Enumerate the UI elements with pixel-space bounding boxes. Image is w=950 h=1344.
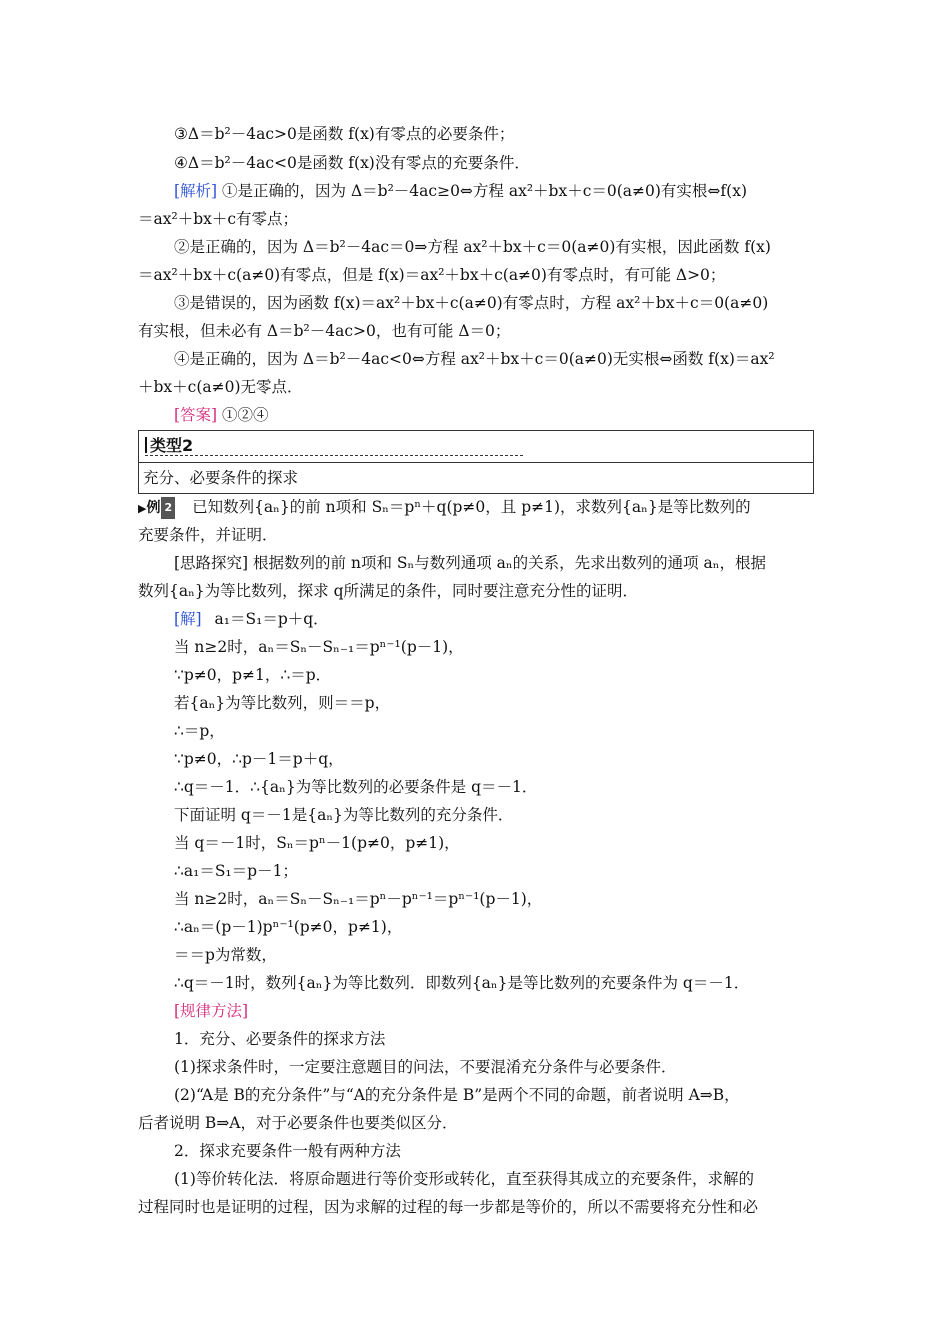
text-line: ∴q＝－1时，数列{aₙ}为等比数列．即数列{aₙ}是等比数列的充要条件为 q＝－1． xyxy=(174,974,750,992)
solution-tag: [解] xyxy=(174,610,202,628)
answer-tag: [答案] xyxy=(174,406,218,424)
type-box-title: 类型2 xyxy=(145,433,193,456)
example-text: 已知数列{aₙ}的前 n项和 Sₙ＝pⁿ＋q(p≠0，且 p≠1)，求数列{aₙ}是等比数列的 xyxy=(192,498,751,516)
example-label: ▶例 2 xyxy=(138,497,175,520)
text-line: 有实根，但未必有 Δ＝b²－4ac>0，也有可能 Δ＝0； xyxy=(138,322,511,340)
text-line: ④是正确的，因为 Δ＝b²－4ac<0⇔方程 ax²＋bx＋c＝0(a≠0)无实根⇔函数 f(x)＝ax² xyxy=(174,350,775,368)
text-line: ＝ax²＋bx＋c(a≠0)有零点，但是 f(x)＝ax²＋bx＋c(a≠0)有零点时，有可能 Δ>0； xyxy=(138,266,726,284)
text-line: ∵p≠0，∴p－1＝p＋q， xyxy=(174,750,344,768)
text-line: ∵p≠0，p≠1，∴＝p． xyxy=(174,666,332,684)
answer-text: ①②④ xyxy=(222,406,269,424)
text-line: 当 q＝－1时，Sₙ＝pⁿ－1(p≠0，p≠1)， xyxy=(174,834,460,852)
method-tag-line xyxy=(174,1000,248,1022)
text-line: ∴aₙ＝(p－1)pⁿ⁻¹(p≠0，p≠1)， xyxy=(174,918,403,936)
type-box-divider xyxy=(139,462,813,463)
text-line: ∴q＝－1．∴{aₙ}为等比数列的必要条件是 q＝－1． xyxy=(174,778,538,796)
type-box-subtitle: 充分、必要条件的探求 xyxy=(143,469,299,487)
text-line: ＝＝p为常数， xyxy=(174,946,277,964)
method-tag: [规律方法] xyxy=(174,1002,249,1020)
text-line: ②是正确的，因为 Δ＝b²－4ac＝0⇒方程 ax²＋bx＋c＝0(a≠0)有实根，因此函数 f(x) xyxy=(174,238,771,256)
text-line: 充要条件，并证明． xyxy=(138,526,278,544)
analysis-line xyxy=(174,180,747,202)
text-line: 若{aₙ}为等比数列，则＝＝p， xyxy=(174,694,391,712)
text-line: 后者说明 B⇒A，对于必要条件也要类似区分． xyxy=(138,1114,458,1132)
analysis-tag: [解析] xyxy=(174,182,218,200)
answer-line xyxy=(174,404,269,426)
text-line: 2．探求充要条件一般有两种方法 xyxy=(174,1142,401,1160)
type-box-dashed-rule xyxy=(145,455,523,456)
text-line: ③Δ＝b²－4ac>0是函数 f(x)有零点的必要条件； xyxy=(174,125,515,143)
thinking-tag: [思路探究] xyxy=(174,554,249,572)
text-line: 数列{aₙ}为等比数列，探求 q所满足的条件，同时要注意充分性的证明． xyxy=(138,582,639,600)
text-line: 当 n≥2时，aₙ＝Sₙ－Sₙ₋₁＝pⁿ⁻¹(p－1)， xyxy=(174,638,464,656)
text-line: 当 n≥2时，aₙ＝Sₙ－Sₙ₋₁＝pⁿ－pⁿ⁻¹＝pⁿ⁻¹(p－1)， xyxy=(174,890,543,908)
example-line xyxy=(138,496,751,520)
text-line: ∴＝p， xyxy=(174,722,225,740)
text-line: ③是错误的，因为函数 f(x)＝ax²＋bx＋c(a≠0)有零点时，方程 ax²＋bx＋c＝0(a≠0) xyxy=(174,294,769,312)
text-line: 下面证明 q＝－1是{aₙ}为等比数列的充分条件． xyxy=(174,806,514,824)
text-line: ∴a₁＝S₁＝p－1； xyxy=(174,862,298,880)
text-line: ＝ax²＋bx＋c有零点； xyxy=(138,210,299,228)
text-line: (2)“A是 B的充分条件”与“A的充分条件是 B”是两个不同的命题，前者说明 A⇒B， xyxy=(174,1086,740,1104)
text-line: 1．充分、必要条件的探求方法 xyxy=(174,1030,386,1048)
thinking-line xyxy=(174,552,766,574)
text-line: (1)探求条件时，一定要注意题目的问法，不要混淆充分条件与必要条件． xyxy=(174,1058,677,1076)
thinking-text: 根据数列的前 n项和 Sₙ与数列通项 aₙ的关系，先求出数列的通项 aₙ，根据 xyxy=(253,554,766,572)
solution-line xyxy=(174,608,329,630)
text-line: (1)等价转化法．将原命题进行等价变形或转化，直至获得其成立的充要条件，求解的 xyxy=(174,1170,754,1188)
text-line: ＋bx＋c(a≠0)无零点． xyxy=(138,378,303,396)
type-box xyxy=(138,430,814,494)
solution-text: a₁＝S₁＝p＋q． xyxy=(214,610,329,628)
analysis-text: ①是正确的，因为 Δ＝b²－4ac≥0⇔方程 ax²＋bx＋c＝0(a≠0)有实根⇔f(x) xyxy=(222,182,747,200)
text-line: ④Δ＝b²－4ac<0是函数 f(x)没有零点的充要条件． xyxy=(174,154,530,172)
text-line: 过程同时也是证明的过程，因为求解的过程的每一步都是等价的，所以不需要将充分性和必 xyxy=(138,1198,759,1216)
